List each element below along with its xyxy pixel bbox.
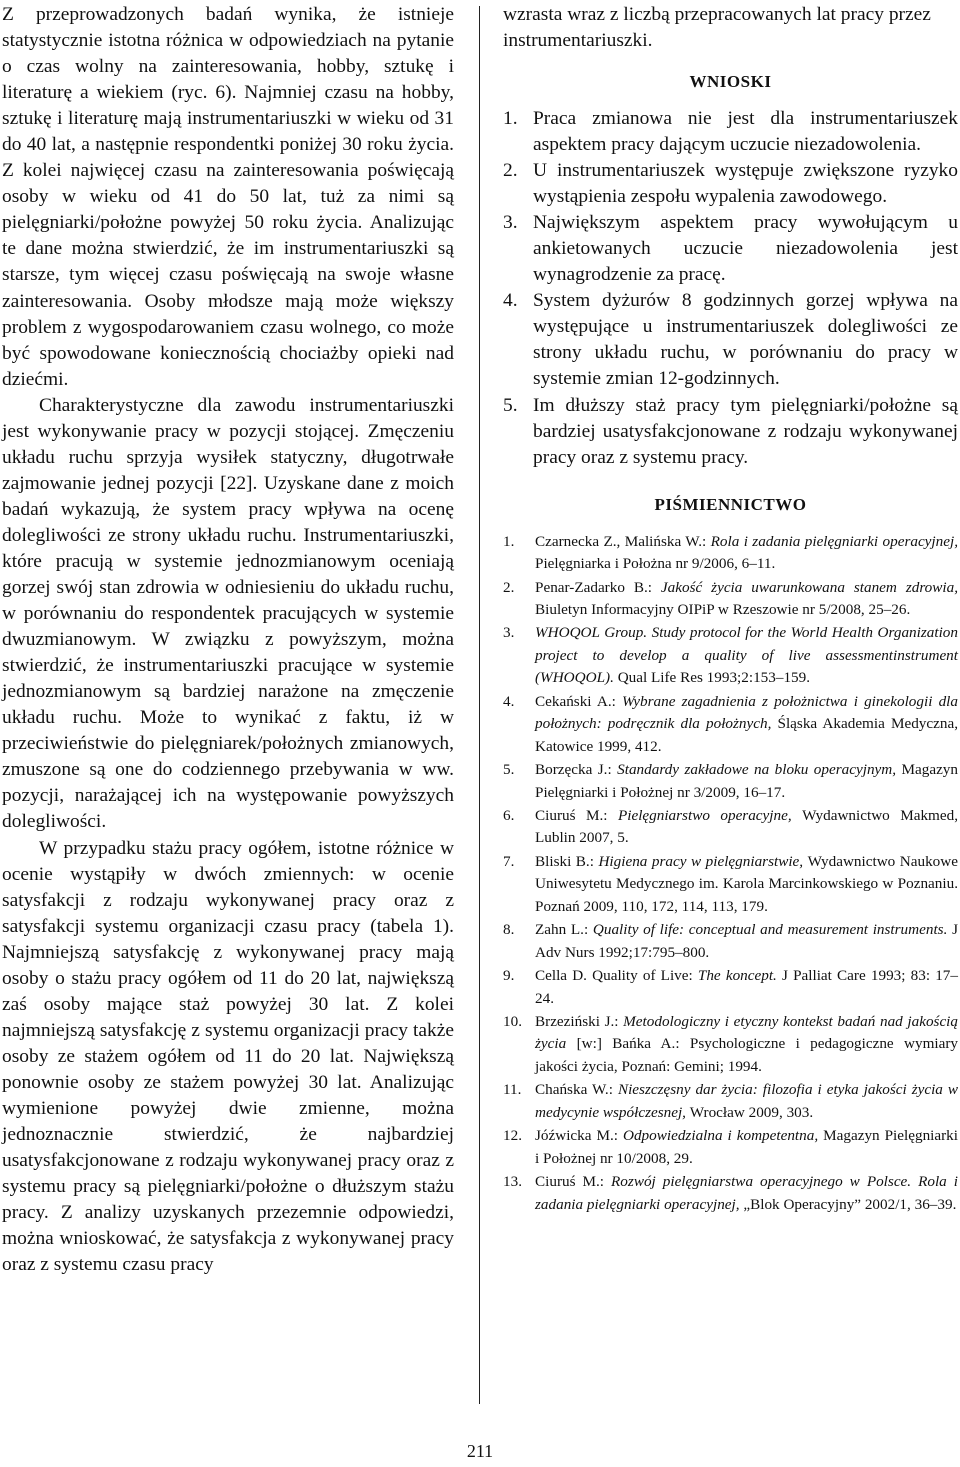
reference-authors: Zahn L.: (535, 921, 593, 939)
reference-authors: Borzęcka J.: (535, 761, 618, 779)
item-number: 2. (503, 160, 518, 182)
reference-authors: Czarnecka Z., Malińska W.: (535, 532, 711, 550)
reference-number: 3. (503, 624, 515, 642)
reference-title: Rola i zadania pielęgniarki operacyjnej, (710, 532, 958, 550)
reference-number: 6. (503, 807, 515, 824)
reference-number: 10. (503, 1013, 522, 1031)
reference-source: Qual Life Res 1993;2:153–159. (617, 669, 811, 687)
reference-number: 1. (503, 532, 515, 550)
reference-item (503, 531, 958, 576)
item-number: 3. (503, 212, 518, 234)
reference-item (503, 1125, 958, 1170)
reference-source: Magazyn Pielęgniarki i Położnej nr 10/2008, 29. (535, 1127, 958, 1167)
reference-item (503, 965, 958, 1010)
reference-item (503, 691, 958, 758)
item-number: 1. (503, 108, 518, 129)
reference-item (503, 1079, 958, 1124)
reference-item (503, 1011, 958, 1078)
reference-source: Magazyn Pielęgniarki i Położnej nr 3/2009, 16–17. (535, 761, 958, 801)
reference-number: 9. (503, 967, 515, 985)
reference-title: The koncept. (697, 967, 783, 985)
reference-source: J Adv Nurs 1992;17:795–800. (535, 921, 958, 961)
item-text: Największym aspektem pracy wywołującym u ankietowanych uczucie niezadowolenia jest wynagrodzenie za pracę. (533, 212, 958, 286)
reference-title: Odpowiedzialna i kompetentna, (623, 1127, 824, 1145)
conclusion-item (503, 210, 958, 288)
reference-authors: Penar-Zadarko B.: (535, 578, 661, 596)
page-number: 211 (466, 1441, 494, 1461)
reference-title: Wybrane zagadnienia z położnictwa i ginekologii dla położnych: podręcznik dla położnych, (535, 692, 958, 733)
item-text: Praca zmianowa nie jest dla instrumentariuszek aspektem pracy dającym uczucie niezadowolenia. (533, 108, 958, 156)
reference-number: 7. (503, 852, 515, 870)
reference-number: 12. (503, 1127, 522, 1145)
reference-source: [w:] Bańka A.: Psychologiczne i pedagogiczne wymiary jakości życia, Poznań: Gemini; 1994. (535, 1035, 958, 1075)
reference-title: Nieszczęsny dar życia: filozofia i etyka jakości życia w medycynie współczesnej, (535, 1081, 958, 1121)
reference-item (503, 919, 958, 964)
reference-title: Standardy zakładowe na bloku operacyjnym, (617, 761, 902, 779)
reference-source: Pielęgniarka i Położna nr 9/2006, 6–11. (535, 555, 776, 573)
conclusion-item (503, 158, 958, 210)
reference-number: 2. (503, 578, 515, 596)
reference-authors: Brzeziński J.: (535, 1013, 624, 1031)
reference-source: Śląska Akademia Medyczna, Katowice 1999, 412. (535, 715, 958, 755)
item-text: U instrumentariuszek występuje zwiększone ryzyko wystąpienia zespołu wypalenia zawodowego. (533, 160, 958, 208)
reference-authors: Chańska W.: (535, 1081, 618, 1099)
reference-number: 13. (503, 1173, 522, 1191)
item-text: Im dłuższy staż pracy tym pielęgniarki/położne są bardziej usatysfakcjonowane z rodzaju wykonywanej pracy oraz z systemu pracy. (533, 394, 958, 468)
reference-source: Biuletyn Informacyjny OIPiP w Rzeszowie nr 5/2008, 25–26. (535, 600, 911, 618)
reference-item (503, 851, 958, 918)
reference-authors: Ciuruś M.: (535, 807, 618, 824)
body-paragraph: W przypadku stażu pracy ogółem, istotne różnice w ocenie wystąpiły w dwóch zmiennych: w ocenie satysfakcji z rodzaju wykonywanej pracy oraz z satysfakcji systemu organizacji czasu pracy (tabela 1). Najmniejszą satysfakcję z wykonywanej pracy mają osoby o stażu pracy ogółem od 11 do 20 lat, największą zaś osoby mające staż powyżej 30 lat. Z kolei najmniejszą satysfakcję z systemu organizacji pracy także osoby ze stażem ogółem od 11 do 20 lat. Największą ponownie osoby ze stażem powyżej 30 lat. Analizując wymienione powyżej dwie zmienne, można jednoznacznie stwierdzić, że najbardziej usatysfakcjonowane z rodzaju wykonywanej pracy oraz z systemu pracy są pielęgniarki/położne o dłuższym stażu pracy. Z analizy uzyskanych przezemnie odpowiedzi, można wnioskować, że satysfakcja z wykonywanej pracy oraz z systemu czasu pracy (2, 837, 454, 1276)
references-heading: PIŚMIENNICTWO (654, 494, 807, 514)
reference-title: Rozwój pielęgniarstwa operacyjnego w Polsce. Rola i zadania pielęgniarki operacyjnej, (535, 1173, 958, 1213)
right-column (503, 2, 958, 1217)
reference-number: 8. (503, 921, 515, 939)
conclusions-heading: WNIOSKI (689, 72, 772, 91)
reference-title: Pielęgniarstwo operacyjne, (617, 807, 803, 824)
reference-title: Jakość życia uwarunkowana stanem zdrowia, (660, 578, 958, 596)
item-number: 5. (503, 394, 518, 416)
reference-title: Higiena pracy w pielęgniarstwie, (598, 852, 808, 870)
reference-source: J Palliat Care 1993; 83: 17–24. (535, 967, 958, 1007)
reference-authors: Cekański A.: (535, 692, 623, 710)
reference-number: 11. (503, 1081, 522, 1099)
item-text: System dyżurów 8 godzinnych gorzej wpływa na występujące u instrumentariuszek dolegliwości ze strony układu ruchu, w porównaniu do pracy w systemie zmian 12-godzinnych. (533, 290, 958, 390)
column-divider (479, 6, 480, 1404)
reference-item (503, 622, 958, 689)
left-column (2, 2, 454, 1278)
reference-authors: Bliski B.: (535, 852, 599, 870)
conclusion-item (503, 106, 958, 158)
reference-authors: Ciuruś M.: (535, 1173, 612, 1191)
reference-authors: Cella D. Quality of Live: (535, 967, 698, 985)
body-paragraph: Z przeprowadzonych badań wynika, że istnieje statystycznie istotna różnica w odpowiedziach na pytanie o czas wolny na zainteresowania, hobby, sztukę i literaturę a wiekiem (ryc. 6). Najmniej czasu na hobby, sztukę i literaturę mają instrumentariuszki w wieku od 31 do 40 lat, a następnie respondentki poniżej 30 roku życia. Z kolei najwięcej czasu na zainteresowania poświęcają osoby w wieku od 41 do 50 lat, tuż za nimi są pielęgniarki/położne powyżej 50 roku życia. Analizując te dane można stwierdzić, że im instrumentariuszki są starsze, tym więcej czasu poświęcają na swoje własne zainteresowania. Osoby młodsze mają może większy problem z wygospodarowaniem czasu wolnego, co może być spowodowane koniecznością chociażby opieki nad dziećmi. (2, 4, 454, 390)
reference-title: Metodologiczny i etyczny kontekst badań nad jakością życia (535, 1013, 959, 1053)
reference-source: Wydawnictwo Naukowe Uniwesytetu Medycznego im. Karola Marcinkowskiego w Poznaniu. Poznań 2009, 110, 172, 114, 113, 179. (535, 852, 958, 915)
continued-paragraph: wzrasta wraz z liczbą przepracowanych lat pracy przez instrumentariuszki. (503, 4, 931, 51)
reference-item (503, 577, 958, 622)
reference-authors: Jóźwicka M.: (535, 1127, 623, 1145)
conclusions-list (503, 106, 958, 471)
reference-source: Wrocław 2009, 303. (689, 1103, 814, 1121)
reference-source: „Blok Operacyjny” 2002/1, 36–39. (743, 1195, 957, 1213)
references-list (503, 531, 958, 1216)
reference-item (503, 759, 958, 804)
reference-number: 4. (503, 692, 515, 710)
reference-number: 5. (503, 761, 515, 779)
conclusion-item (503, 393, 958, 471)
body-paragraph: Charakterystyczne dla zawodu instrumentariuszki jest wykonywanie pracy w pozycji stojącej. Zmęczeniu układu ruchu sprzyja wysiłek statyczny, długotrwałe zajmowanie jednej pozycji [22]. Uzyskane dane z moich badań wykazują, że system pracy wpływa na ocenę dolegliwości ze strony układu ruchu. Instrumentariuszki, które pracują w systemie jednozmianowym oceniają gorzej swój stan zdrowia w odniesieniu do układu ruchu, w porównaniu do respondentek pracujących w systemie dwuzmianowym. W związku z powyższym, można stwierdzić, że instrumentariuszki pracujące w systemie jednozmianowym są bardziej narażone na zmęczenie układu ruchu. Może to wynikać z faktu, iż w przeciwieństwie do pielęgniarek/położnych zmianowych, zmuszone są one do codziennego przebywania w ww. pozycji, narażającej ich na występowanie powyższych dolegliwości. (2, 394, 454, 833)
reference-title: Quality of life: conceptual and measurement instruments. (592, 921, 953, 939)
reference-item (503, 1171, 958, 1216)
item-number: 4. (503, 290, 518, 312)
reference-source: Wydawnictwo Makmed, Lublin 2007, 5. (535, 807, 959, 847)
reference-title: WHOQOL Group. Study protocol for the World Health Organization project to develop a quality of live assessmentinstrument (WHOQOL). (535, 624, 958, 687)
reference-item (503, 805, 958, 850)
conclusion-item (503, 288, 958, 392)
